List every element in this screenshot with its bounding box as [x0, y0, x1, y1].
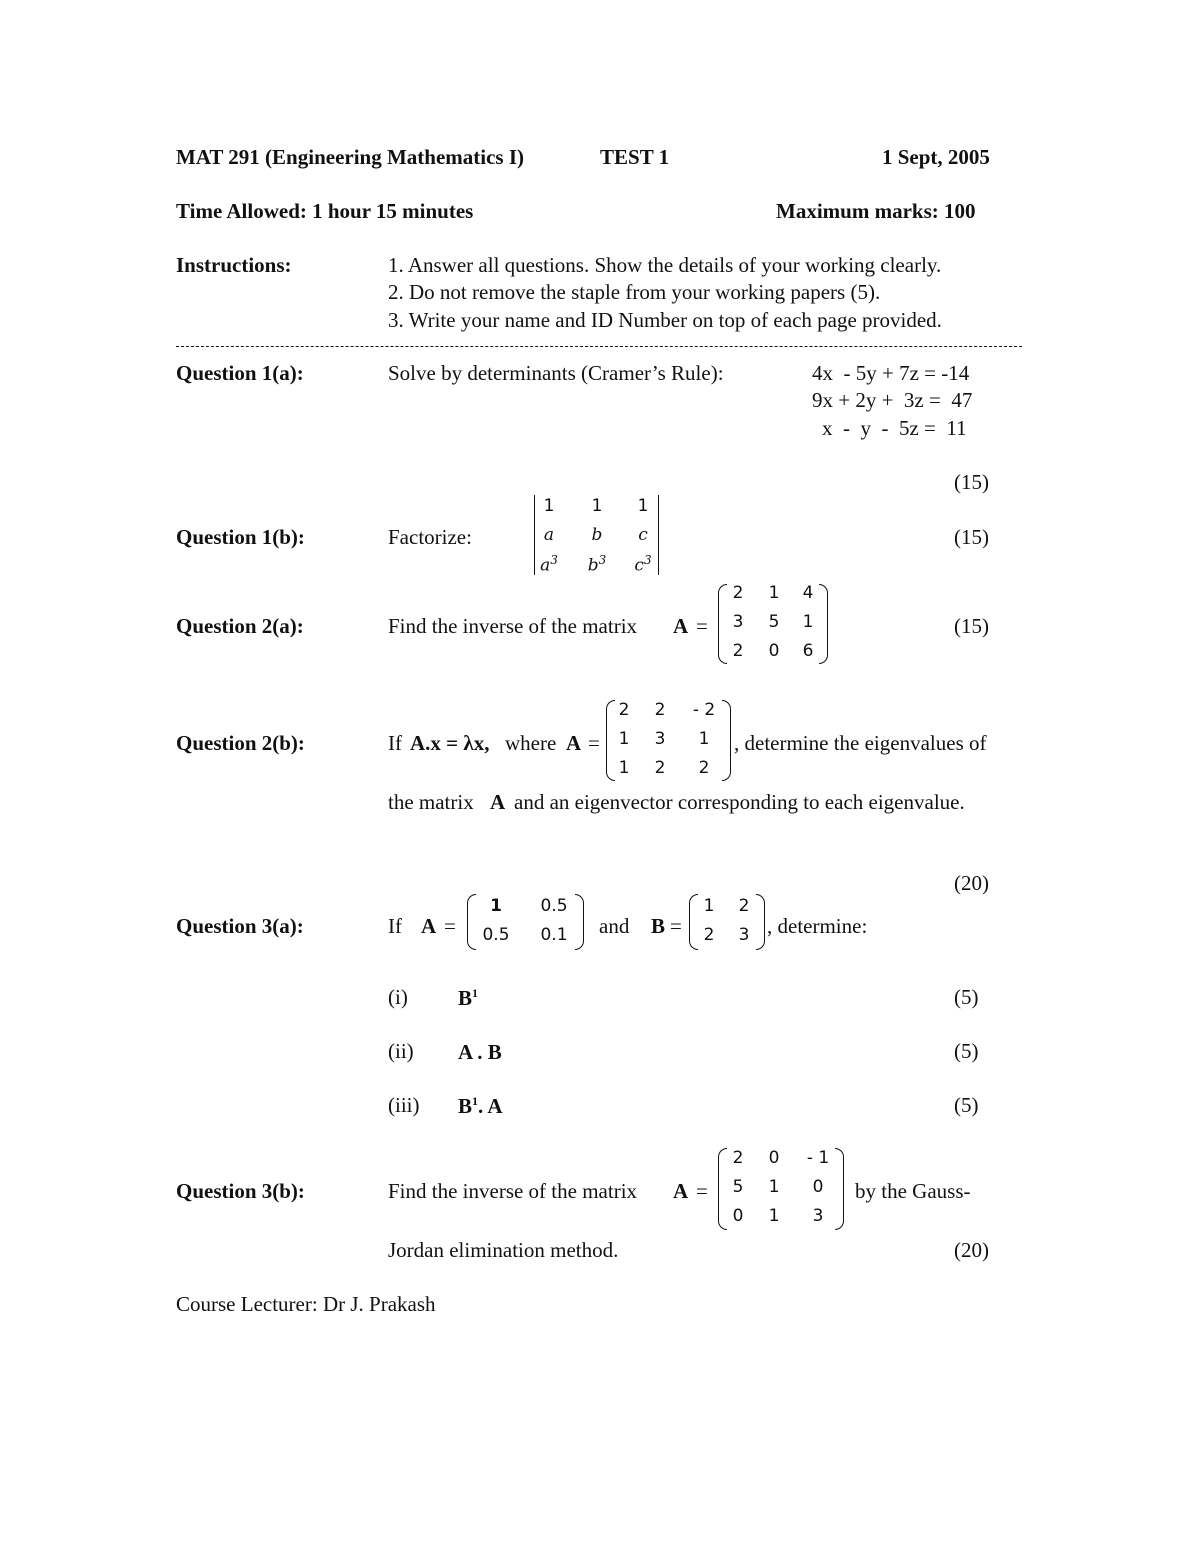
- q2a-label: Question 2(a):: [176, 614, 304, 638]
- matrix-cell: 3: [812, 1206, 824, 1226]
- det-cell: c: [638, 525, 648, 545]
- course-lecturer: Course Lecturer: Dr J. Prakash: [176, 1292, 436, 1316]
- matrix-cell: 5: [768, 612, 780, 632]
- matrix-cell: 0: [812, 1177, 824, 1197]
- q3a-and: and: [599, 914, 630, 938]
- right-paren: [819, 584, 828, 664]
- matrix-cell: 0.5: [540, 896, 568, 916]
- q3b-text: Find the inverse of the matrix: [388, 1179, 638, 1203]
- instruction-2: 2. Do not remove the staple from your working papers (5).: [388, 280, 881, 304]
- matrix-cell: - 2: [692, 700, 716, 720]
- matrix-cell: 1: [768, 1206, 780, 1226]
- q1a-text: Solve by determinants (Cramer’s Rule):: [388, 361, 724, 385]
- matrix-cell: 2: [698, 758, 710, 778]
- det-cell-power: $c^3$: [634, 553, 652, 576]
- q3a-part-number: (iii): [388, 1093, 420, 1117]
- det-cell: a: [543, 525, 555, 545]
- q2a-marks: (15): [954, 614, 989, 638]
- matrix-cell: 1: [618, 758, 630, 778]
- q3a-if: If: [388, 914, 402, 938]
- q2b-label: Question 2(b):: [176, 731, 305, 755]
- q3a-part-marks: (5): [954, 1093, 979, 1117]
- q1a-marks: (15): [954, 470, 989, 494]
- matrix-cell: 2: [618, 700, 630, 720]
- matrix-cell: 0: [768, 641, 780, 661]
- matrix-cell: 2: [732, 1148, 744, 1168]
- q2b-where: where: [505, 731, 557, 755]
- matrix-cell: 5: [732, 1177, 744, 1197]
- q3a-text: , determine:: [767, 914, 868, 938]
- left-paren: [689, 894, 698, 950]
- q3a-part-number: (i): [388, 985, 408, 1009]
- matrix-name: A: [490, 790, 506, 814]
- matrix-cell: 2: [732, 641, 744, 661]
- det-cell: 1: [591, 496, 603, 516]
- q3a-label: Question 3(a):: [176, 914, 304, 938]
- matrix-cell: 2: [654, 700, 666, 720]
- test-date: 1 Sept, 2005: [882, 145, 990, 169]
- left-paren: [718, 584, 727, 664]
- q3a-part-marks: (5): [954, 985, 979, 1009]
- equals-sign: =: [444, 914, 456, 938]
- det-cell: 1: [543, 496, 555, 516]
- q3b-text-end: by the Gauss-: [855, 1179, 971, 1203]
- q1b-label: Question 1(b):: [176, 525, 305, 549]
- matrix-cell: 1: [618, 729, 630, 749]
- equals-sign: =: [588, 731, 600, 755]
- q3b-label: Question 3(b):: [176, 1179, 305, 1203]
- q1a-equation-1: 4x - 5y + 7z = -14: [812, 361, 970, 385]
- right-paren: [756, 894, 765, 950]
- det-cell-power: $b^3$: [587, 553, 607, 576]
- q3a-part-marks: (5): [954, 1039, 979, 1063]
- matrix-cell: 6: [802, 641, 814, 661]
- matrix-cell: 2: [738, 896, 750, 916]
- matrix-cell: 0.5: [482, 925, 510, 945]
- q3a-part-expression: $B^1$. A: [458, 1094, 503, 1118]
- matrix-cell: 0.1: [540, 925, 568, 945]
- matrix-cell: 3: [738, 925, 750, 945]
- matrix-cell: 3: [732, 612, 744, 632]
- matrix-name: A: [673, 1179, 689, 1203]
- det-cell: b: [591, 525, 603, 545]
- matrix-cell: 1: [703, 896, 715, 916]
- q1b-text: Factorize:: [388, 525, 472, 549]
- test-title: TEST 1: [600, 145, 670, 169]
- q3b-marks: (20): [954, 1238, 989, 1262]
- q3a-part-expression: A . B: [458, 1040, 502, 1064]
- q3b-line2: Jordan elimination method.: [388, 1238, 619, 1262]
- equals-sign: =: [670, 914, 682, 938]
- maximum-marks: Maximum marks: 100: [776, 199, 976, 223]
- q2b-line2-start: the matrix: [388, 790, 474, 814]
- det-cell: 1: [637, 496, 649, 516]
- matrix-cell: 4: [802, 583, 814, 603]
- q1a-equation-2: 9x + 2y + 3z = 47: [812, 388, 973, 412]
- left-paren: [718, 1148, 727, 1230]
- course-title: MAT 291 (Engineering Mathematics I): [176, 145, 525, 169]
- matrix-cell: 2: [732, 583, 744, 603]
- q1b-marks: (15): [954, 525, 989, 549]
- matrix-name: B: [651, 914, 666, 938]
- q2b-line2-end: and an eigenvector corresponding to each eigenvalue.: [514, 790, 965, 814]
- instruction-1: 1. Answer all questions. Show the details of your working clearly.: [388, 253, 942, 277]
- matrix-name: A: [421, 914, 437, 938]
- q2a-text: Find the inverse of the matrix: [388, 614, 638, 638]
- matrix-name: A: [673, 614, 689, 638]
- matrix-cell: 3: [654, 729, 666, 749]
- instruction-3: 3. Write your name and ID Number on top of each page provided.: [388, 308, 942, 332]
- separator: [176, 346, 1022, 347]
- determinant-right-bar: [658, 495, 659, 575]
- q2b-marks: (20): [954, 871, 989, 895]
- q1a-label: Question 1(a):: [176, 361, 304, 385]
- q2b-if: If: [388, 731, 402, 755]
- matrix-cell: 1: [698, 729, 710, 749]
- equals-sign: =: [696, 614, 708, 638]
- q2b-equation: A.x = λx,: [410, 731, 490, 755]
- matrix-cell: 1: [802, 612, 814, 632]
- matrix-cell: 2: [703, 925, 715, 945]
- matrix-cell: 1: [768, 1177, 780, 1197]
- q1a-equation-3: x - y - 5z = 11: [822, 416, 967, 440]
- matrix-cell: 0: [768, 1148, 780, 1168]
- matrix-cell: 1: [490, 896, 502, 916]
- det-cell-power: $a^3$: [540, 553, 558, 576]
- determinant-left-bar: [534, 495, 535, 575]
- matrix-cell: 2: [654, 758, 666, 778]
- time-allowed: Time Allowed: 1 hour 15 minutes: [176, 199, 474, 223]
- q2b-text: , determine the eigenvalues of: [734, 731, 987, 755]
- matrix-cell: 1: [768, 583, 780, 603]
- right-paren: [575, 894, 584, 950]
- matrix-cell: - 1: [806, 1148, 830, 1168]
- instructions-label: Instructions:: [176, 253, 292, 277]
- matrix-name: A: [566, 731, 582, 755]
- q3a-part-expression: $B^1$: [458, 986, 479, 1010]
- equals-sign: =: [696, 1179, 708, 1203]
- q3a-part-number: (ii): [388, 1039, 414, 1063]
- left-paren: [467, 894, 476, 950]
- matrix-cell: 0: [732, 1206, 744, 1226]
